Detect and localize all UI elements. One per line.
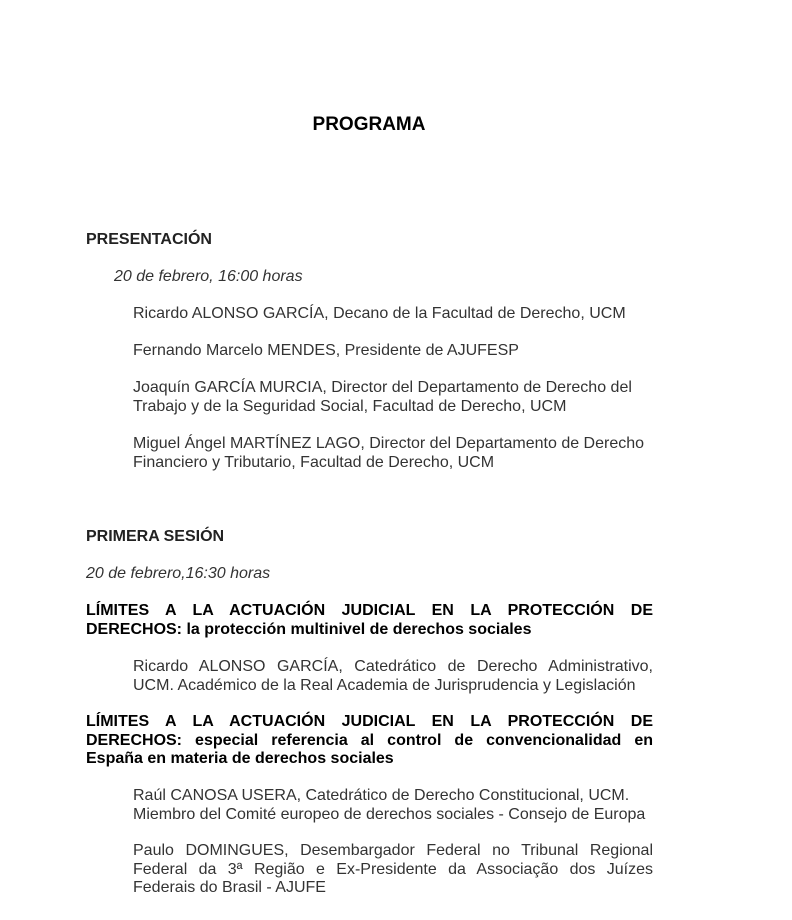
talk-title-line: España en materia de derechos sociales xyxy=(86,750,394,767)
speaker-line: Miembro del Comité europeo de derechos sociales - Consejo de Europa xyxy=(133,805,646,823)
speaker-line: Financiero y Tributario, Facultad de Derecho, UCM xyxy=(133,453,495,471)
talk-title-line: LÍMITES A LA ACTUACIÓN JUDICIAL EN LA PROTECCIÓN DE xyxy=(86,713,653,730)
presentacion-date: 20 de febrero, 16:00 horas xyxy=(114,268,303,285)
speaker-line: Federais do Brasil - AJUFE xyxy=(133,879,326,896)
speaker-line: Federal da 3ª Região e Ex-Presidente da Associação dos Juízes xyxy=(133,860,653,878)
primera-sesion-date: 20 de febrero,16:30 horas xyxy=(86,565,271,582)
speaker-line: Joaquín GARCÍA MURCIA, Director del Departamento de Derecho del xyxy=(133,379,632,396)
page-title: PROGRAMA xyxy=(312,114,426,135)
speaker-line: Miguel Ángel MARTÍNEZ LAGO, Director del Departamento de Derecho xyxy=(133,435,645,452)
talk-title xyxy=(86,713,653,769)
speaker-entry xyxy=(133,435,653,472)
speaker-entry xyxy=(133,379,653,416)
speaker-entry xyxy=(133,787,653,824)
speaker-line: Fernando Marcelo MENDES, Presidente de AJUFESP xyxy=(133,342,519,359)
speaker-entry xyxy=(133,342,653,361)
speaker-entry xyxy=(133,842,653,898)
speaker-line: Trabajo y de la Seguridad Social, Facultad de Derecho, UCM xyxy=(133,397,567,415)
speaker-entry xyxy=(133,305,653,324)
talk-title-line: DERECHOS: la protección multinivel de derechos sociales xyxy=(86,620,532,638)
speaker-line: Paulo DOMINGUES, Desembargador Federal no Tribunal Regional xyxy=(133,842,653,859)
speaker-line: Raúl CANOSA USERA, Catedrático de Derecho Constitucional, UCM. xyxy=(133,787,630,804)
speaker-entry xyxy=(133,658,653,695)
talk-title-line: DERECHOS: especial referencia al control de convencionalidad en xyxy=(86,731,653,749)
section-heading-primera-sesion: PRIMERA SESIÓN xyxy=(86,528,225,545)
talk-title-line: LÍMITES A LA ACTUACIÓN JUDICIAL EN LA PROTECCIÓN DE xyxy=(86,602,653,619)
speaker-line: Ricardo ALONSO GARCÍA, Decano de la Facultad de Derecho, UCM xyxy=(133,305,626,322)
speaker-line: Ricardo ALONSO GARCÍA, Catedrático de Derecho Administrativo, xyxy=(133,658,653,675)
section-heading-presentacion: PRESENTACIÓN xyxy=(86,231,212,248)
speaker-line: UCM. Académico de la Real Academia de Jurisprudencia y Legislación xyxy=(133,676,636,694)
talk-title xyxy=(86,602,653,639)
